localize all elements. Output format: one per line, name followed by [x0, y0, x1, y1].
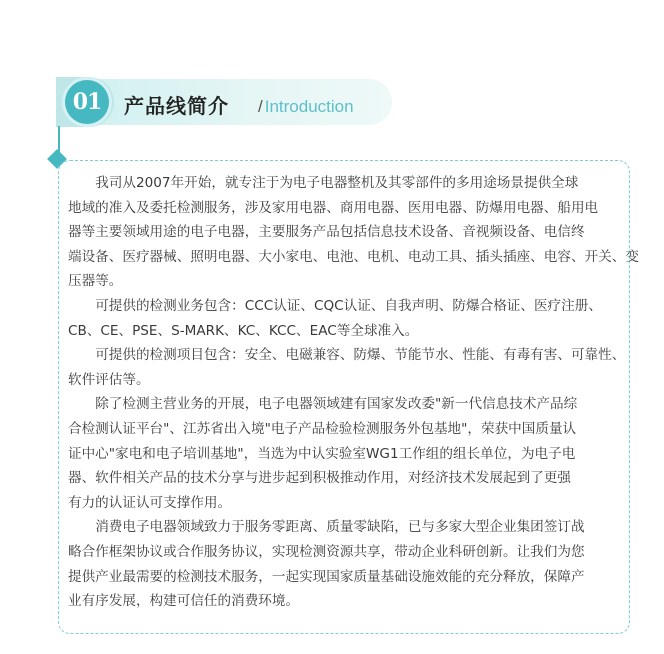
text-line: 证中心"家电和电子培训基地"，当选为中认实验室WG1工作组的组长单位，为电子电: [68, 445, 576, 462]
paragraph-5: [68, 515, 624, 613]
text-line: 提供产业最需要的检测技术服务，一起实现国家质量基础设施效能的充分释放，保障产: [68, 568, 585, 585]
text-line: 器等主要领域用途的电子电器，主要服务产品包括信息技术设备、音视频设备、电信终: [68, 224, 585, 241]
subtitle-text: Introduction: [264, 97, 354, 116]
text-line: 器、软件相关产品的技术分享与进步起到积极推动作用，对经济技术发展起到了更强: [68, 470, 571, 487]
paragraph-4: [68, 392, 624, 515]
subtitle-slash: /: [258, 97, 263, 116]
paragraph-1: [68, 171, 639, 294]
text-line: 压器等。: [68, 273, 123, 290]
text-line: 软件评估等。: [68, 371, 150, 388]
text-line: 有力的认证认可支撑作用。: [68, 494, 232, 511]
intro-text-body: [68, 171, 639, 614]
paragraph-3: [68, 343, 624, 392]
text-line: 地域的准入及委托检测服务，涉及家用电器、商用电器、医用电器、防爆用电器、船用电: [68, 199, 599, 216]
section-number-badge: [65, 80, 109, 124]
text-line: 业有序发展，构建可信任的消费环境。: [68, 593, 300, 610]
section-number: 01: [72, 89, 102, 115]
text-line: 端设备、医疗器械、照明电器、大小家电、电池、电机、电动工具、插头插座、电容、开关、变: [68, 248, 639, 265]
text-line: 略合作框架协议或合作服务协议，实现检测资源共享，带动企业科研创新。让我们为您: [68, 543, 585, 560]
text-line: 我司从2007年开始，就专注于为电子电器整机及其零部件的多用途场景提供全球: [95, 175, 579, 191]
text-line: 消费电子电器领域致力于服务零距离、质量零缺陷，已与多家大型企业集团签订战: [95, 519, 585, 536]
text-line: 合检测认证平台"、江苏省出入境"电子产品检验检测服务外包基地"，荣获中国质量认: [68, 420, 577, 437]
section-subtitle: [258, 97, 354, 117]
text-line: 可提供的检测业务包含：CCC认证、CQC认证、自我声明、防爆合格证、医疗注册、: [95, 297, 602, 314]
paragraph-2: [68, 294, 624, 343]
text-line: 可提供的检测项目包含：安全、电磁兼容、防爆、节能节水、性能、有毒有害、可靠性、: [95, 347, 626, 364]
text-line: 除了检测主营业务的开展，电子电器领域建有国家发改委"新一代信息技术产品综: [95, 396, 578, 413]
text-line: CB、CE、PSE、S-MARK、KC、KCC、EAC等全球准入。: [68, 322, 419, 339]
section-title: 产品线简介: [124, 94, 229, 118]
